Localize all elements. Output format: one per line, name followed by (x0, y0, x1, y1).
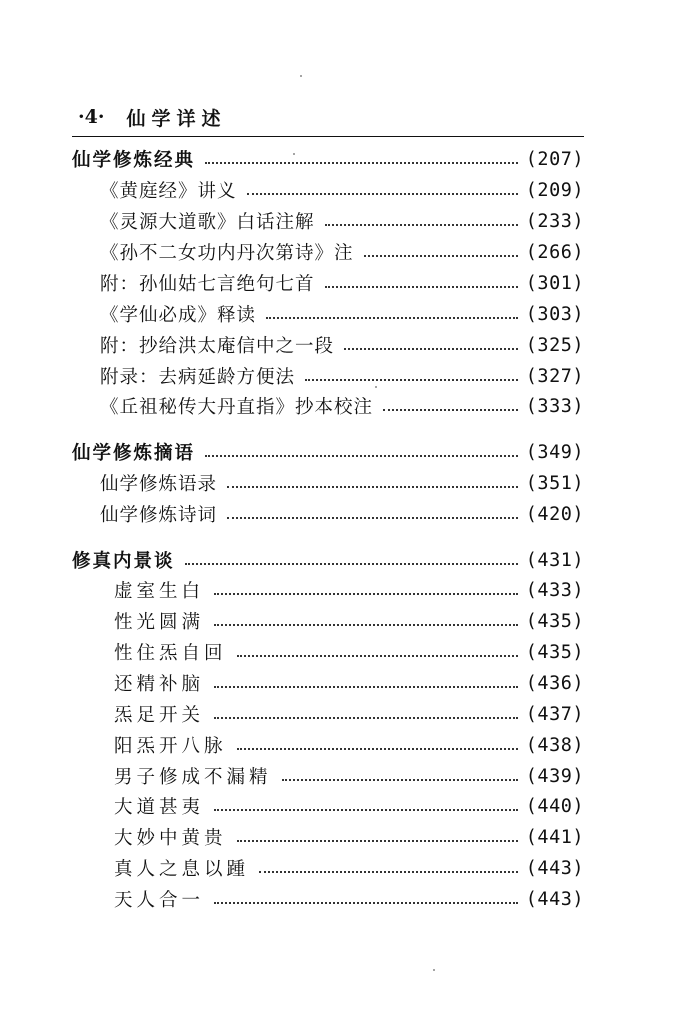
toc-page-number: (435) (525, 641, 584, 663)
toc-page-number: (209) (525, 179, 584, 201)
toc-entry (114, 823, 584, 851)
toc-entry-title: 附录：去病延龄方便法 (100, 367, 296, 388)
dot-leader (237, 655, 518, 657)
dot-leader (383, 409, 518, 411)
running-header (78, 104, 226, 130)
dot-leader (185, 563, 518, 565)
toc-entry-title: 《黄庭经》讲义 (100, 181, 237, 202)
toc-entry (100, 176, 584, 204)
toc-entry-title: 真人之息以踵 (114, 859, 250, 880)
dot-leader (205, 455, 518, 457)
toc-page-number: (443) (525, 857, 584, 879)
dot-leader (214, 593, 518, 595)
toc-page-number: (301) (525, 272, 584, 294)
dot-leader (214, 717, 518, 719)
toc-entry-title: 大道甚夷 (114, 797, 205, 818)
dot-leader (282, 779, 518, 781)
toc-entry-title: 炁足开关 (114, 705, 205, 726)
dot-leader (214, 809, 518, 811)
scan-speck (293, 153, 295, 155)
toc-entry (100, 392, 584, 420)
dot-leader (214, 686, 518, 688)
toc-page-number: (420) (525, 503, 584, 525)
dot-leader (247, 193, 518, 195)
toc-entry-title: 附：抄给洪太庵信中之一段 (100, 336, 335, 357)
dot-leader (259, 871, 518, 873)
toc-entry (114, 669, 584, 697)
toc-entry (114, 762, 584, 790)
dot-leader (214, 902, 518, 904)
toc-entry-title: 仙学修炼诗词 (100, 505, 218, 526)
toc-page-number: (325) (525, 334, 584, 356)
dot-leader (205, 162, 518, 164)
toc-entry-title: 天人合一 (114, 890, 205, 911)
toc-page-number: (435) (525, 610, 584, 632)
toc-entry (100, 238, 584, 266)
toc-page-number: (207) (525, 148, 584, 170)
toc-page-number: (433) (525, 579, 584, 601)
toc-entry (114, 885, 584, 913)
scan-speck (300, 75, 302, 77)
toc-entry (114, 792, 584, 820)
toc-page-number: (443) (525, 888, 584, 910)
scan-speck (433, 969, 435, 971)
toc-entry-title: 大妙中黄贵 (114, 828, 227, 849)
toc-entry (114, 607, 584, 635)
toc-page-number: (333) (525, 395, 584, 417)
toc-entry (100, 300, 584, 328)
dot-leader (344, 348, 518, 350)
toc-page-number: (431) (525, 549, 584, 571)
dot-leader (214, 624, 518, 626)
toc-entry (100, 207, 584, 235)
scan-speck (375, 386, 377, 388)
toc-entry (114, 854, 584, 882)
dot-leader (227, 517, 518, 519)
toc-page-number: (440) (525, 795, 584, 817)
toc-entry-title: 阳炁开八脉 (114, 736, 227, 757)
toc-entry-title: 仙学修炼经典 (72, 150, 196, 171)
toc-page-number: (351) (525, 472, 584, 494)
toc-entry-title: 《丘祖秘传大丹直指》抄本校注 (100, 397, 374, 418)
toc-entry-title: 性光圆满 (114, 612, 205, 633)
toc-entry-title: 性住炁自回 (114, 643, 227, 664)
dot-leader (364, 255, 518, 257)
toc-entry (114, 638, 584, 666)
toc-entry-title: 虚室生白 (114, 581, 205, 602)
page-number: ·4· (78, 106, 105, 128)
toc-entry (100, 362, 584, 390)
dot-leader (325, 286, 518, 288)
toc-entry (100, 331, 584, 359)
toc-entry-title: 男子修成不漏精 (114, 767, 272, 788)
dot-leader (227, 486, 518, 488)
toc-entry (114, 576, 584, 604)
toc-entry (100, 269, 584, 297)
toc-page-number: (233) (525, 210, 584, 232)
dot-leader (237, 840, 518, 842)
toc-entry-title: 《孙不二女功内丹次第诗》注 (100, 243, 354, 264)
toc-page-number: (439) (525, 765, 584, 787)
toc-entry (114, 700, 584, 728)
toc-page-number: (441) (525, 826, 584, 848)
dot-leader (325, 224, 518, 226)
toc-entry-title: 《灵源大道歌》白话注解 (100, 212, 315, 233)
dot-leader (305, 379, 518, 381)
toc-entry-title: 仙学修炼摘语 (72, 443, 196, 464)
toc-entry-title: 《学仙必成》释读 (100, 305, 257, 326)
toc-entry-title: 还精补脑 (114, 674, 205, 695)
toc-page-number: (303) (525, 303, 584, 325)
toc-page-number: (349) (525, 441, 584, 463)
header-rule (72, 136, 584, 137)
book-title: 仙学详述 (126, 107, 227, 130)
toc-entry (100, 500, 584, 528)
toc-page-number: (437) (525, 703, 584, 725)
toc-page-number: (266) (525, 241, 584, 263)
toc-entry-title: 仙学修炼语录 (100, 474, 218, 495)
toc-entry (100, 469, 584, 497)
toc-entry-title: 附：孙仙姑七言绝句七首 (100, 274, 315, 295)
toc-section-heading (72, 145, 584, 173)
dot-leader (266, 317, 518, 319)
dot-leader (237, 748, 518, 750)
toc-entry (114, 731, 584, 759)
toc-page-number: (438) (525, 734, 584, 756)
toc-page-number: (327) (525, 365, 584, 387)
toc-section-heading (72, 546, 584, 574)
toc-section-heading (72, 438, 584, 466)
toc-page-number: (436) (525, 672, 584, 694)
toc-entry-title: 修真内景谈 (72, 551, 175, 572)
